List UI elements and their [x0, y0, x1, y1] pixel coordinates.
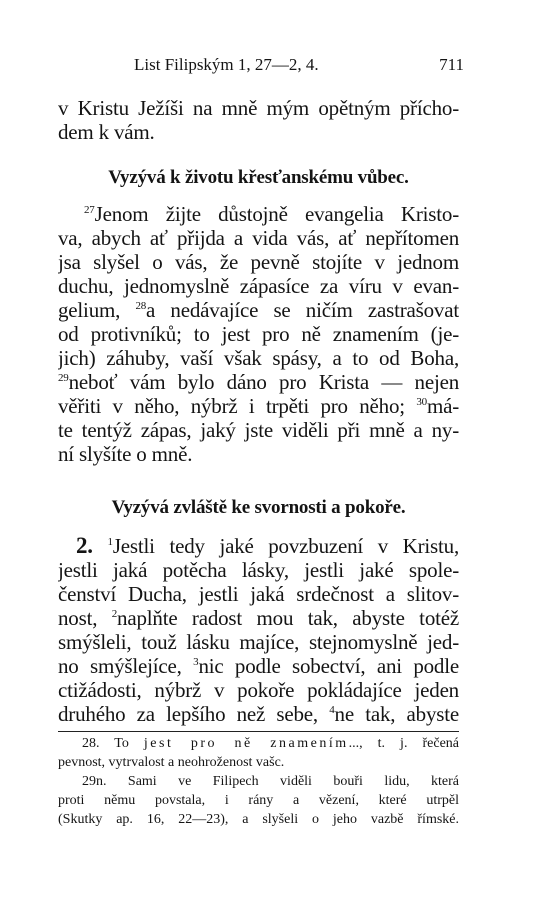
- spacer: [58, 144, 459, 166]
- text-line: v Kristu Ježíši na mně mým opětným přícho-: [58, 96, 459, 120]
- text-span: nost,: [58, 606, 112, 630]
- section-heading-2: Vyzývá zvláště ke svornosti a pokoře.: [111, 497, 406, 518]
- verse-number: 30: [416, 396, 427, 408]
- main-text: [58, 96, 459, 726]
- text-span: To: [114, 736, 144, 751]
- text-line: [58, 702, 459, 726]
- footnote-line: (Skutky ap. 16, 22—23), a slyšeli o jeho vazbě římské.: [58, 812, 459, 827]
- text-line: jich) záhuby, vaší však spásy, a to od Boha,: [58, 346, 459, 370]
- text-span: Sami ve Filipech viděli bouři lidu, která: [127, 774, 459, 789]
- text-line: [58, 534, 459, 558]
- text-span: neboť vám bylo dáno pro Krista — nejen: [68, 370, 459, 394]
- text-line: duchu, jednomyslně zápasíce za víru v evan-: [58, 274, 459, 298]
- text-span: no smýšlejíce,: [58, 654, 194, 678]
- text-span: druhého za lepšího než sebe,: [58, 702, 330, 726]
- footnote-line: [58, 734, 459, 753]
- text-span: věřiti v něho, nýbrž i trpěti pro něho;: [58, 394, 417, 418]
- text-line: čenství Ducha, jestli jaká srdečnost a slitov-: [58, 582, 459, 606]
- footnote-line: [58, 772, 459, 791]
- text-line: [58, 606, 459, 630]
- text-line: od protivníků; to jest pro ně znamením (je-: [58, 322, 459, 346]
- text-line: ctižádosti, nýbrž v pokoře pokládajíce jeden: [58, 678, 459, 702]
- text-line: va, abych ať přijda a vida vás, ať nepřítomen: [58, 226, 459, 250]
- text-line: [58, 394, 459, 418]
- spacer: [58, 520, 459, 534]
- text-line: te tentýž zápas, jaký jste viděli při mně a ny-: [58, 418, 459, 442]
- verse-number: 2: [111, 608, 118, 620]
- text-line: smýšleli, touž lásku majíce, stejnomyslně jed-: [58, 630, 459, 654]
- text-span: a nedávajíce se ničím zastrašovat: [146, 298, 459, 322]
- chapter-number: 2.: [76, 534, 93, 558]
- footnote-line: proti němu povstala, i rány a vězení, které utrpěl: [58, 793, 459, 808]
- text-line: jestli jaká potěcha lásky, jestli jaké spole-: [58, 558, 459, 582]
- text-span: ne tak, abyste: [334, 702, 459, 726]
- footnote-divider: [58, 731, 459, 732]
- text-line: [58, 202, 459, 226]
- verse-number: 3: [193, 656, 199, 668]
- text-span: nic podle sobectví, ani podle: [198, 654, 459, 678]
- spacer: [58, 190, 459, 202]
- spacer: [58, 466, 459, 496]
- verse-number: 1: [107, 536, 113, 548]
- footnote-number: 29n.: [82, 774, 107, 789]
- verse-number: 29: [58, 372, 69, 384]
- text-span: Jenom žijte důstojně evangelia Kristo-: [94, 202, 459, 226]
- verse-number: 28: [135, 300, 147, 312]
- text-line: [58, 298, 459, 322]
- text-line: [58, 654, 459, 678]
- text-span: naplňte radost mou tak, abyste totéž: [117, 606, 459, 630]
- text-span: Jestli tedy jaké povzbuzení v Kristu,: [112, 534, 459, 558]
- text-span: ..., t. j. řečená: [348, 736, 459, 751]
- running-title: List Filipským 1, 27—2, 4.: [134, 55, 319, 74]
- verse-number: 27: [84, 204, 95, 216]
- footnote-number: 28.: [82, 736, 100, 751]
- spaced-text: jest pro ně znamením: [143, 736, 349, 751]
- text-line: [58, 370, 459, 394]
- text-line: dem k vám.: [58, 120, 155, 144]
- text-line: ní slyšíte o mně.: [58, 442, 193, 466]
- text-span: má-: [426, 394, 459, 418]
- page-number: 711: [439, 55, 464, 74]
- section-heading-1: Vyzývá k životu křesťanskému vůbec.: [108, 167, 409, 188]
- text-line: jsa slyšel o vás, že pevně stojíte v jednom: [58, 250, 459, 274]
- verse-number: 4: [329, 704, 335, 716]
- footnote-line: pevnost, vytrvalost a neohroženost vašc.: [58, 755, 285, 770]
- footnotes: [58, 734, 459, 829]
- text-span: gelium,: [58, 298, 136, 322]
